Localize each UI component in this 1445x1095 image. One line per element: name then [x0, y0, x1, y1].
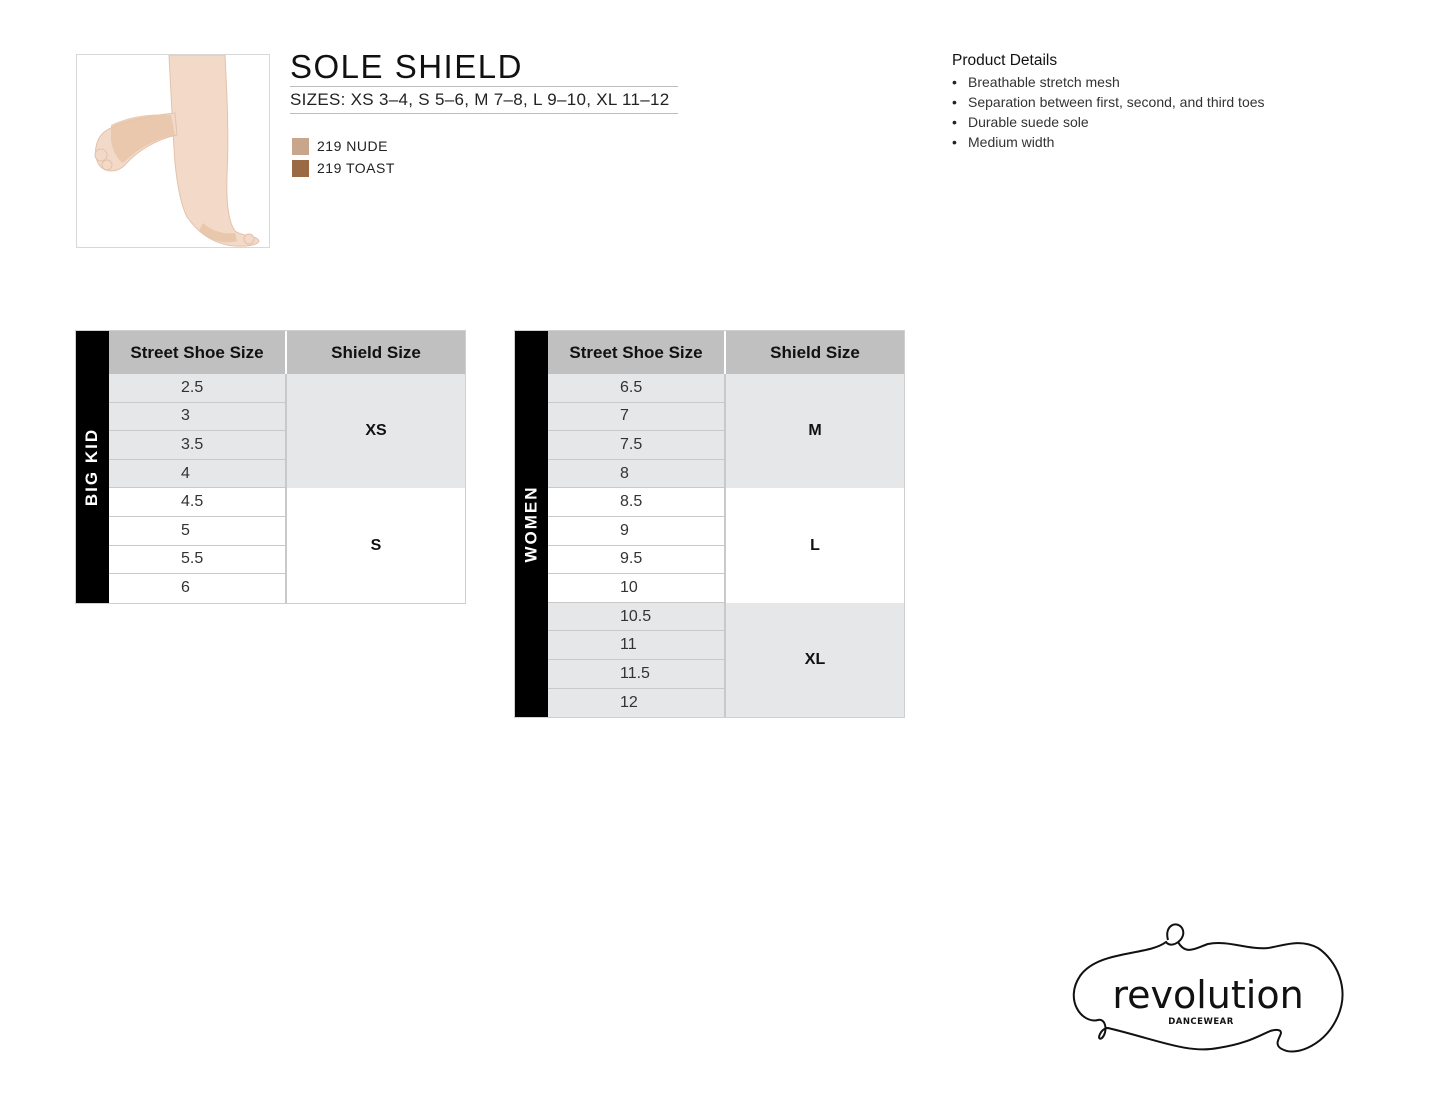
details-item: • Medium width [952, 132, 1265, 152]
product-title: SOLE SHIELD [290, 48, 523, 85]
table-row: 7 [548, 403, 724, 432]
color-option-nude [292, 135, 395, 157]
table-row: 3.5 [109, 431, 285, 460]
table-row: 2.5 [109, 374, 285, 403]
shield-size-group: L [726, 488, 904, 602]
size-table-big-kid [75, 330, 466, 604]
table-row: 8.5 [548, 488, 724, 517]
size-table-women [514, 330, 905, 718]
shield-size-group: XS [287, 374, 465, 488]
shield-size-column [287, 374, 465, 603]
color-list [292, 135, 395, 179]
details-item: • Durable suede sole [952, 112, 1265, 132]
details-list [952, 72, 1265, 152]
nude-swatch [292, 138, 309, 155]
color-label: 219 TOAST [317, 160, 395, 176]
toast-swatch [292, 160, 309, 177]
revolution-dancewear-logo [1068, 920, 1346, 1060]
product-details [952, 52, 1265, 152]
shield-size-group: M [726, 374, 904, 488]
table-row: 3 [109, 403, 285, 432]
table-row: 10.5 [548, 603, 724, 632]
table-side-label: WOMEN [515, 331, 548, 717]
table-row: 5 [109, 517, 285, 546]
table-row: 8 [548, 460, 724, 489]
street-size-column [548, 374, 726, 717]
foot-with-sole-shield-illustration [77, 55, 270, 248]
column-header-shield-size: Shield Size [770, 342, 860, 362]
logo-graphic [1068, 920, 1346, 1060]
table-row: 10 [548, 574, 724, 603]
logo-subtitle: DANCEWEAR [1168, 1017, 1234, 1027]
table-row: 5.5 [109, 546, 285, 575]
table-row: 12 [548, 689, 724, 718]
shield-size-column [726, 374, 904, 717]
table-row: 11 [548, 631, 724, 660]
table-row: 9 [548, 517, 724, 546]
table-row: 4 [109, 460, 285, 489]
table-row: 7.5 [548, 431, 724, 460]
logo-wordmark: revolution [1112, 973, 1304, 1017]
details-item: • Breathable stretch mesh [952, 72, 1265, 92]
table-row: 9.5 [548, 546, 724, 575]
details-item: • Separation between first, second, and third toes [952, 92, 1265, 112]
shield-size-group: XL [726, 603, 904, 717]
product-sizes: SIZES: XS 3–4, S 5–6, M 7–8, L 9–10, XL 11–12 [290, 86, 678, 114]
column-header-shield-size: Shield Size [331, 342, 421, 362]
column-header-street-size: Street Shoe Size [109, 331, 287, 374]
product-photo [76, 54, 270, 248]
color-option-toast [292, 157, 395, 179]
color-label: 219 NUDE [317, 138, 388, 154]
table-row: 11.5 [548, 660, 724, 689]
table-header [548, 331, 904, 374]
table-header [109, 331, 465, 374]
details-title: Product Details [952, 52, 1058, 69]
table-row: 6 [109, 574, 285, 603]
table-side-label: BIG KID [76, 331, 109, 603]
table-row: 6.5 [548, 374, 724, 403]
street-size-column [109, 374, 287, 603]
shield-size-group: S [287, 488, 465, 602]
table-row: 4.5 [109, 488, 285, 517]
column-header-street-size: Street Shoe Size [548, 331, 726, 374]
